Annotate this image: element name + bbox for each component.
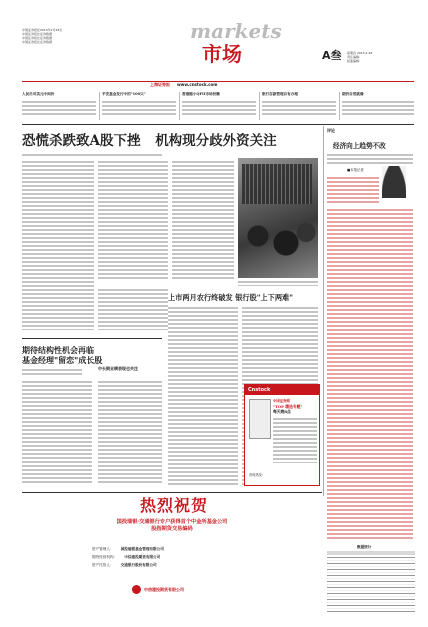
cnstock-line: 每天晚8点 [273,409,291,414]
congrats-sub: 国投瑞银·交通银行专户获得首个中金所基金公司 [116,519,228,525]
section-title-en: markets [190,19,282,43]
firm-row [92,553,252,561]
market-photo [238,158,318,278]
headline-right: 机构现分歧外资关注 [155,133,277,149]
column-body [327,208,413,540]
teaser-divider [99,92,100,120]
cnstock-ad[interactable] [244,384,320,486]
left-article-col-2 [98,380,162,485]
photo-caption [238,280,318,286]
right-column-divider [323,126,324,496]
teaser-title: 平安基金发行中的"100只" [102,92,146,96]
table-body [327,556,415,612]
teaser-title: 香港缩小QFII市场份额 [182,92,220,96]
teaser-title: 人民币对美元中间价 [22,92,55,96]
teaser-divider [259,92,260,120]
column-author-photo [382,166,406,198]
teaser-item [182,92,256,122]
congrats-sub-2: 股指期货交易编码 [151,526,193,532]
teaser-item [342,92,414,122]
paper-logo: 上海证券报 [150,82,170,87]
column-label: 评论 [327,128,335,133]
firm-name: 国投瑞银基金管理有限公司 [120,547,164,551]
issue-date: 星期四 2013.2.28 [347,51,373,55]
table-header [327,551,415,555]
congrats-title: 热烈祝贺 [139,496,208,515]
firm-name: 中信建投期货有限公司 [124,555,161,559]
masthead-info-line: 中国证券报社证券数据 [22,36,53,40]
section-title-cn: 市场 [202,42,242,66]
congrats-footer [132,583,242,597]
firm-row [92,545,252,553]
left-article-title: 期待结构性机会再临 [22,345,94,355]
teaser-title: 银行存款管理自有办理 [262,92,298,96]
cnstock-screen [249,399,271,439]
teaser-text [22,100,96,116]
column-intro [327,176,379,204]
teaser-rule [22,124,414,125]
masthead-info-lines [22,28,132,44]
sub-headline: 上市两月农行终破发 银行股"上下两难" [168,293,293,302]
masthead-info-line: 中国证券报社证券数据 [22,40,53,44]
cnstock-list [273,417,317,463]
left-article-rule [22,338,162,339]
teaser-text [262,100,336,116]
left-article-col-1 [22,380,92,485]
main-headline [22,133,322,149]
masthead [22,20,412,80]
footer-name: 中信建投期货有限公司 [144,587,184,592]
teaser-row [22,92,414,122]
cnstock-line: 中国证券网 [273,399,290,403]
photo-screen [242,164,312,204]
teaser-divider [179,92,180,120]
brand-strip [150,82,330,90]
middle-heading: 中长期业绩表现也关注 [98,366,138,371]
masthead-info-line: 中国证券报社证券数据 [22,32,53,36]
cnstock-line: "TOP 精选专题" [273,404,303,409]
data-table [327,545,415,615]
site-url: www.cnstock.com [176,82,218,87]
teaser-item [262,92,336,122]
teaser-item [22,92,96,122]
teaser-title: 期价自然就像 [342,92,364,96]
teaser-text [342,100,414,116]
cnstock-lines [273,399,317,414]
left-article-title-2: 基金经理"留恋"成长股 [22,355,103,365]
editor-credit: 责任编辑： [347,55,363,59]
byline [22,153,162,157]
sub-text-col-2 [168,306,238,486]
designer-credit: 版面编辑： [347,59,363,63]
firm-role: 资产管理人： [92,547,114,551]
teaser-text [182,100,256,116]
lead-text-col-2 [98,160,168,280]
table-title: 数据统计 [357,545,372,549]
firm-row [92,561,252,569]
firm-role: 资产托管人： [92,563,114,567]
column-title: 经济向上趋势不改 [333,142,386,150]
cnstock-header [245,385,319,395]
column-author: ■本报记者 [347,168,364,172]
footer-logo-icon [132,585,141,594]
masthead-meta [347,51,417,63]
lead-text-col-1 [22,160,94,330]
masthead-info-line: 中国证券报社2013年2月28日 [22,28,63,32]
column-lede [327,153,413,165]
cnstock-logo: Cnstock [248,387,271,393]
sub-text-col-1 [98,288,168,330]
firm-role: 期货经营机构： [92,555,118,559]
congrats-firms [92,545,252,569]
teaser-text [102,100,176,116]
congrats-ad [22,492,322,604]
photo-figures [238,208,318,278]
page-number: A叁 [322,49,342,62]
firm-name: 交通银行股份有限公司 [120,563,157,567]
left-article-byline [22,368,82,376]
teaser-item [102,92,176,122]
lead-text-col-3 [172,160,234,280]
cnstock-hotline: 咨询热线： [249,473,265,477]
teaser-divider [339,92,340,120]
headline-left: 恐慌杀跌致A股下挫 [22,133,141,149]
